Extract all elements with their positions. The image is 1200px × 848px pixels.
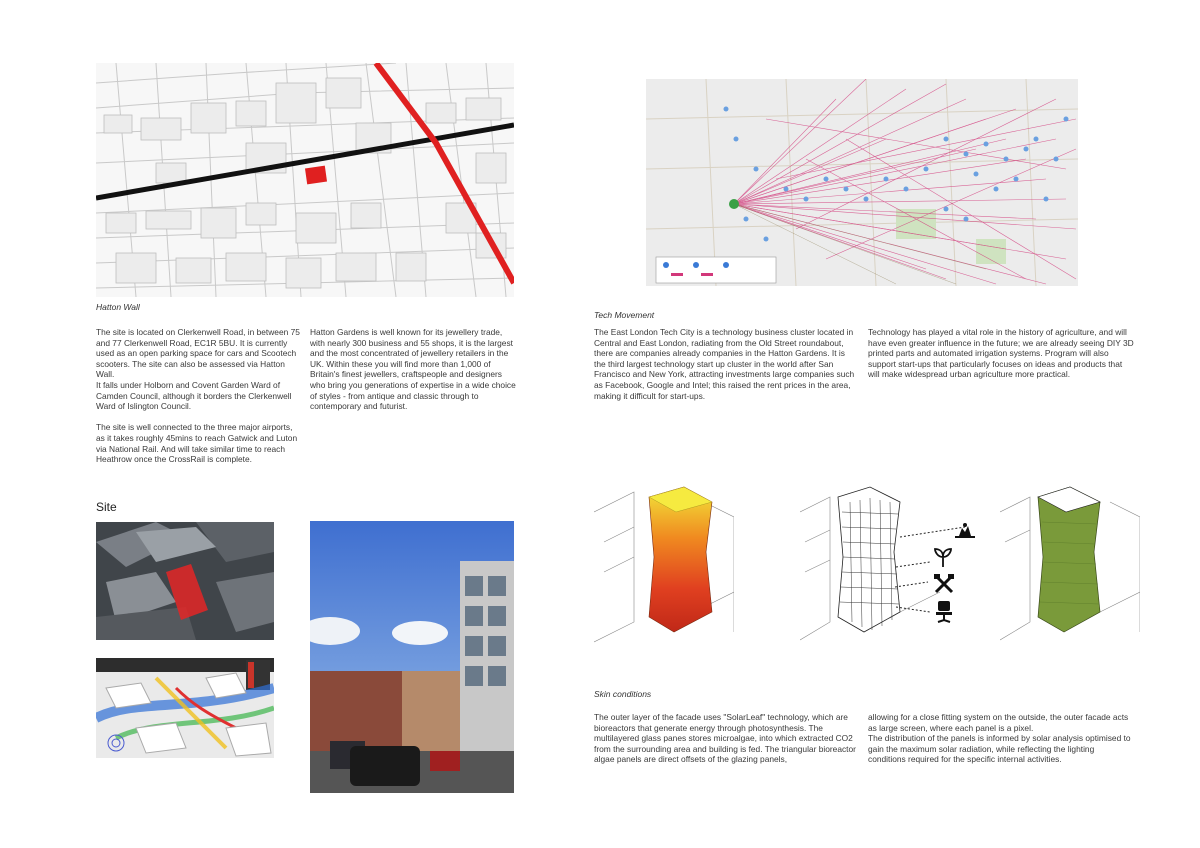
sun-icon [953,520,977,542]
skin-caption: Skin conditions [594,689,652,699]
skin-description-col1: The outer layer of the facade uses "SolarLeaf" technology, which are bioreactors that generate energy through photosynthesis. The multilayered glass panes stores microalgae, into which extracted CO2 from the surrounding area and building is fed. The triangular bioreactor algae panels are direct offsets of the glazing panels, [594,712,856,765]
street-photo [310,521,514,793]
tech-description-col1: The East London Tech City is a technology business cluster located in Central and East London, radiating from the Old Street roundabout, there are companies already companies in the Hatton Gardens. It is the third largest technology start up cluster in the world after San Francisco and New York, attracting investments large companies such as Facebook, Google and Intel; this raised the rent prices in the area, making it difficult for start-ups. [594,327,855,401]
tools-icon [933,573,955,595]
wind-analysis-render [96,658,274,758]
network-caption: Tech Movement [594,310,655,320]
site-description-col2: Hatton Gardens is well known for its jewellery trade, with nearly 300 business and 55 shops, it is the largest and the most concentrated of jewellery retailers in the UK. Within these you will find more than 1,000 of Britain's finest jewellers, craftspeople and designers who bring you generations of expertise in a wide choice of styles - from antique and classic through to contemporary and futurist. [310,327,516,412]
site-description-col1: The site is located on Clerkenwell Road, in between 75 and 77 Clerkenwell Road, EC1R 5BU. It is currently used as an open parking space for cars and Scootech scooters. The site can also be assessed via Hatton Wall. It falls under Holborn and Covent Garden Ward of Camden Council, although it borders the Clerkenwell Ward of Islington Council. The site is well connected to the three major airports, as it takes roughly 45mins to reach Gatwick and Luton via National Rail. And will take similar time to reach Heathrow once the CrossRail is complete. [96,327,300,465]
tech-movement-network-map [646,79,1078,286]
plant-icon [932,547,954,567]
aerial-site-photo [96,522,274,640]
solar-analysis-building-diagram [594,472,734,647]
office-chair-icon [934,600,954,624]
program-building-diagram [800,472,990,647]
map-caption: Hatton Wall [96,302,140,312]
hatton-wall-map [96,63,514,297]
site-heading: Site [96,500,117,514]
tech-description-col2: Technology has played a vital role in the history of agriculture, and will have even greater influence in the future; we are already seeing DIY 3D printed parts and automated irrigation systems. Program will also support start-ups that particularly focuses on ideas and products that will make widespread urban agriculture more practical. [868,327,1134,380]
algae-facade-building-diagram [1000,472,1140,647]
skin-description-col2: allowing for a close fitting system on the outside, the outer facade acts as large screen, where each panel is a pixel. The distribution of the panels is informed by solar analysis optimised to gain the maximum solar radiation, while reflecting the lighting conditions required for the specific internal activities. [868,712,1131,765]
